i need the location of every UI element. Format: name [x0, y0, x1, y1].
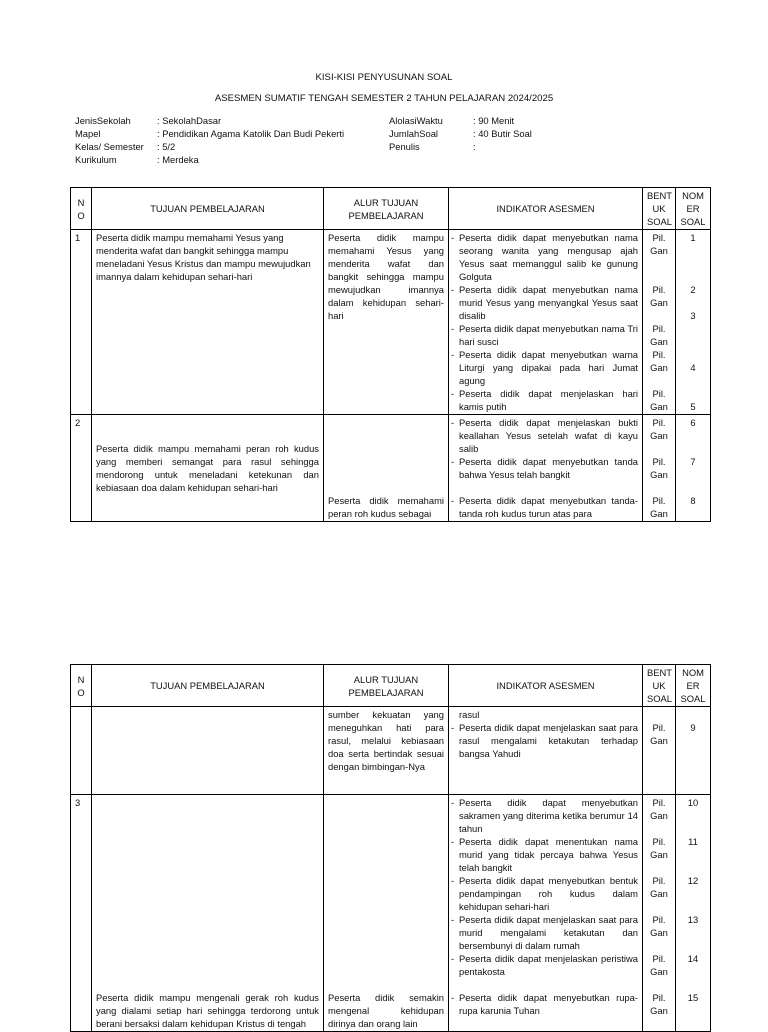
bentuk-cell [643, 795, 676, 1032]
nomer-cell [676, 230, 711, 415]
meta-value: : [473, 141, 476, 152]
table-header-row [71, 188, 711, 230]
indicator-item: - Peserta didik dapat menyebutkan nama Tri hari susci [453, 322, 638, 348]
meta-value: : 5/2 [157, 141, 176, 152]
bentuk-value: Pil. Gan [650, 875, 668, 899]
meta-label: Kelas/ Semester [75, 141, 144, 152]
indicator-item: - Peserta didik dapat menjelaskan saat para murid mengalami ketakutan dan bersembunyi di dalam rumah [453, 913, 638, 952]
table-header-row [71, 665, 711, 707]
indicator-item: - Peserta didik dapat menentukan nama murid yang tidak percaya bahwa Yesus telah bangkit [453, 835, 638, 874]
indicator-continuation: rasul [459, 709, 480, 720]
kisi-table-page-1 [70, 187, 711, 522]
document-subtitle: ASESMEN SUMATIF TENGAH SEMESTER 2 TAHUN PELAJARAN 2024/2025 [214, 93, 554, 104]
tujuan-cell: Peserta didik mampu memahami Yesus yang menderita wafat dan bangkit sehingga mampu meneladani Yesus Kristus dan mampu mewujudkan imannya dalam kehidupan sehari-hari [92, 230, 324, 415]
row-number: 1 [71, 230, 92, 415]
nomer-cell [676, 795, 711, 1032]
alur-text: Peserta didik semakin mengenal kehidupan dirinya dan orang lain [328, 992, 444, 1029]
indicator-item: - Peserta didik dapat menyebutkan tanda bahwa Yesus telah bangkit [453, 455, 638, 481]
kisi-table-page-2 [70, 664, 711, 1032]
meta-label: JumlahSoal [389, 128, 438, 139]
header-nomer: NOM ER SOAL [676, 188, 711, 230]
bentuk-value: Pil. Gan [650, 388, 668, 412]
indicator-item: - Peserta didik dapat menyebutkan nama murid Yesus yang menyangkal Yesus saat disalib [453, 283, 638, 322]
indicator-item: - Peserta didik dapat menjelaskan peristiwa pentakosta [453, 952, 638, 978]
meta-row [389, 114, 532, 127]
tujuan-cell [92, 707, 324, 795]
bentuk-value: Pil. Gan [650, 323, 668, 347]
tujuan-cell [92, 795, 324, 1032]
tujuan-text: Peserta didik mampu memahami peran roh kudus yang memberi semangat para rasul sehingga mendorong untuk meneladani ketekunan dan kebiasaan doa dalam kehidupan sehari-hari [96, 443, 319, 493]
nomer-value: 4 [690, 362, 696, 373]
indicator-item: - Peserta didik dapat menjelaskan bukti keallahan Yesus setelah wafat di kayu salib [453, 416, 638, 455]
nomer-cell [676, 415, 711, 522]
meta-left [75, 114, 344, 166]
bentuk-cell [643, 415, 676, 522]
nomer-value: 2 [690, 284, 696, 295]
document-title: KISI-KISI PENYUSUNAN SOAL [315, 72, 453, 83]
nomer-value: 12 [687, 875, 699, 886]
header-alur: ALUR TUJUAN PEMBELAJARAN [324, 665, 449, 707]
row-number: 2 [71, 415, 92, 522]
header-bentuk: BENT UK SOAL [643, 188, 676, 230]
nomer-cell [676, 707, 711, 795]
nomer-value: 9 [690, 722, 696, 733]
nomer-value: 14 [687, 953, 699, 964]
nomer-value: 1 [690, 232, 696, 243]
bentuk-cell [643, 707, 676, 795]
indicator-item: - Peserta didik dapat menjelaskan hari kamis putih [453, 387, 638, 413]
indikator-cell [449, 415, 643, 522]
indicator-item: - Peserta didik dapat menyebutkan nama seorang wanita yang mengusap ajah Yesus saat memanggul salib ke gunung Golguta [453, 231, 638, 283]
meta-label: Kurikulum [75, 154, 117, 165]
meta-row [75, 140, 344, 153]
meta-right [389, 114, 532, 153]
bentuk-value: Pil. Gan [650, 914, 668, 938]
table-row [71, 230, 711, 415]
tujuan-text: Peserta didik mampu mengenali gerak roh kudus yang dialami setiap hari sehingga terdorong untuk berani bersaksi dalam kehidupan Kristus di tengah [96, 992, 319, 1029]
header-no: N O [71, 188, 92, 230]
meta-label: Mapel [75, 128, 101, 139]
header-indikator: INDIKATOR ASESMEN [449, 188, 643, 230]
nomer-value: 15 [687, 992, 699, 1003]
meta-label: Penulis [389, 141, 420, 152]
alur-cell: sumber kekuatan yang meneguhkan hati para rasul, melalui kebiasaan doa serta bertindak sesuai dengan bimbingan-Nya [324, 707, 449, 795]
meta-value: : Merdeka [157, 154, 199, 165]
alur-cell: Peserta didik mampu memahami Yesus yang menderita wafat dan bangkit sehingga mampu mewujudkan imannya dalam kehidupan sehari-hari [324, 230, 449, 415]
header-indikator: INDIKATOR ASESMEN [449, 665, 643, 707]
table-row [71, 795, 711, 1032]
header-tujuan: TUJUAN PEMBELAJARAN [92, 665, 324, 707]
meta-label: AlolasiWaktu [389, 115, 443, 126]
indicator-item: - Peserta didik dapat menyebutkan bentuk pendampingan roh kudus dalam kehidupan sehari-hari [453, 874, 638, 913]
meta-value: : SekolahDasar [157, 115, 222, 126]
bentuk-value: Pil. Gan [650, 232, 668, 256]
table-row [71, 415, 711, 522]
meta-value: : 40 Butir Soal [473, 128, 532, 139]
bentuk-value: Pil. Gan [650, 495, 668, 519]
meta-row [75, 114, 344, 127]
header-alur: ALUR TUJUAN PEMBELAJARAN [324, 188, 449, 230]
nomer-value: 6 [690, 417, 696, 428]
meta-row [75, 127, 344, 140]
bentuk-value: Pil. Gan [650, 953, 668, 977]
meta-row [389, 127, 532, 140]
alur-cell [324, 795, 449, 1032]
bentuk-value: Pil. Gan [650, 722, 668, 746]
alur-cell [324, 415, 449, 522]
bentuk-value: Pil. Gan [650, 284, 668, 308]
row-number: 3 [71, 795, 92, 1032]
nomer-value: 13 [687, 914, 699, 925]
indicator-item: - Peserta didik dapat menyebutkan tanda-tanda roh kudus turun atas para [453, 494, 638, 520]
header-nomer: NOM ER SOAL [676, 665, 711, 707]
bentuk-value: Pil. Gan [650, 836, 668, 860]
nomer-value: 5 [690, 401, 696, 412]
tujuan-cell [92, 415, 324, 522]
indikator-cell [449, 795, 643, 1032]
meta-row [389, 140, 532, 153]
nomer-value: 10 [687, 797, 699, 808]
meta-value: : Pendidikan Agama Katolik Dan Budi Pekerti [157, 128, 345, 139]
bentuk-value: Pil. Gan [650, 797, 668, 821]
indicator-item: - Peserta didik dapat menyebutkan warna Liturgi yang dipakai pada hari Jumat agung [453, 348, 638, 387]
meta-row [75, 153, 344, 166]
table-row [71, 707, 711, 795]
nomer-value: 3 [690, 310, 696, 321]
indicator-item: - Peserta didik dapat menjelaskan saat para rasul mengalami ketakutan terhadap bangsa Yahudi [453, 721, 638, 760]
nomer-value: 8 [690, 495, 696, 506]
bentuk-value: Pil. Gan [650, 417, 668, 441]
alur-text: Peserta didik memahami peran roh kudus sebagai [328, 495, 444, 519]
bentuk-value: Pil. Gan [650, 349, 668, 373]
bentuk-value: Pil. Gan [650, 992, 668, 1016]
meta-value: : 90 Menit [473, 115, 515, 126]
indicator-item: - Peserta didik dapat menyebutkan sakramen yang diterima ketika berumur 14 tahun [453, 796, 638, 835]
meta-label: JenisSekolah [75, 115, 131, 126]
indicator-item: - Peserta didik dapat menyebutkan rupa-rupa karunia Tuhan [453, 991, 638, 1017]
header-no: N O [71, 665, 92, 707]
header-tujuan: TUJUAN PEMBELAJARAN [92, 188, 324, 230]
bentuk-cell [643, 230, 676, 415]
header-bentuk: BENT UK SOAL [643, 665, 676, 707]
indikator-cell [449, 230, 643, 415]
nomer-value: 7 [690, 456, 696, 467]
row-number [71, 707, 92, 795]
indikator-cell [449, 707, 643, 795]
nomer-value: 11 [688, 836, 698, 847]
bentuk-value: Pil. Gan [650, 456, 668, 480]
